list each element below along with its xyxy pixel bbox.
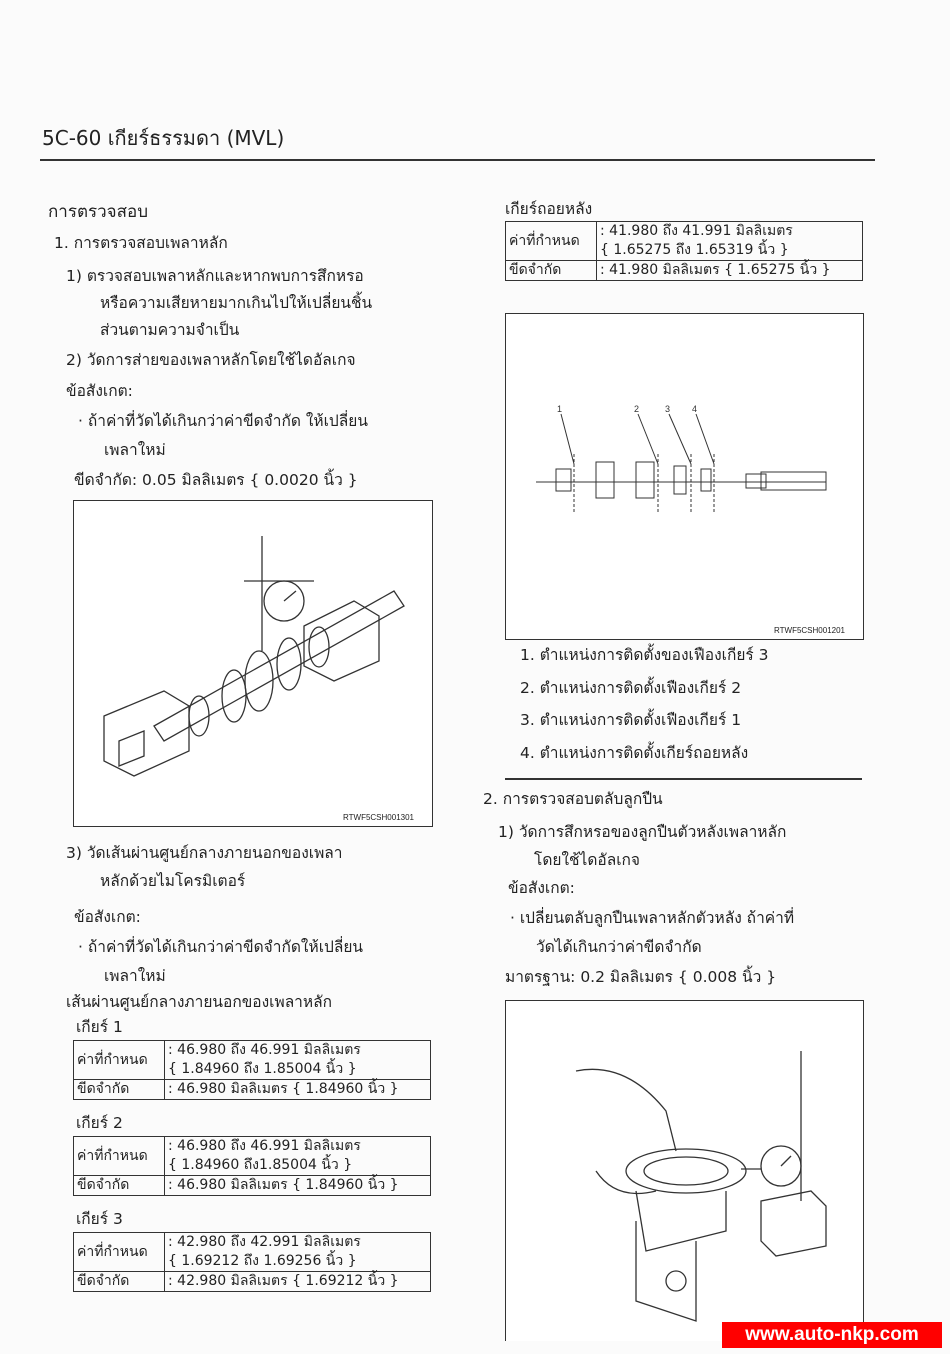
bearing-dial-gauge-illustration <box>506 1001 863 1341</box>
callout-4: 4 <box>692 404 698 414</box>
note-line: · ถ้าค่าที่วัดได้เกินกว่าค่าขีดจำกัด ให้เปลี่ยน <box>78 412 368 430</box>
limit-key: ขีดจำกัด <box>74 1176 165 1196</box>
spec-value: : 46.980 ถึง 46.991 มิลลิเมตร <box>168 1138 361 1154</box>
limit-value: : 46.980 มิลลิเมตร { 1.84960 นิ้ว } <box>165 1080 431 1100</box>
reverse-gear-label: เกียร์ถอยหลัง <box>505 200 593 218</box>
shaft-dial-gauge-illustration <box>74 501 432 826</box>
note-label: ข้อสังเกต: <box>74 908 141 926</box>
callout-1: 1 <box>557 404 563 414</box>
header-rule <box>40 159 875 161</box>
gear-label: เกียร์ 2 <box>76 1114 123 1132</box>
step1-line: 1) ตรวจสอบเพลาหลักและหากพบการสึกหรอ <box>66 267 364 285</box>
spec-value-inch: { 1.84960 ถึง1.85004 นิ้ว } <box>168 1157 353 1173</box>
spec-value-inch: { 1.65275 ถึง 1.65319 นิ้ว } <box>600 242 789 258</box>
limit-key: ขีดจำกัด <box>506 261 597 281</box>
figure-gear-positions <box>505 313 864 640</box>
limit-value: : 41.980 มิลลิเมตร { 1.65275 นิ้ว } <box>597 261 863 281</box>
step2: 2) วัดการส่ายของเพลาหลักโดยใช้ไดอัลเกจ <box>66 351 356 369</box>
figure-bearing-check <box>505 1000 864 1341</box>
note-label: ข้อสังเกต: <box>66 382 133 400</box>
spec-key: ค่าที่กำหนด <box>74 1041 165 1080</box>
spec-value: : 41.980 ถึง 41.991 มิลลิเมตร <box>600 223 793 239</box>
spec-key: ค่าที่กำหนด <box>74 1233 165 1272</box>
spec-value-inch: { 1.69212 ถึง 1.69256 นิ้ว } <box>168 1253 357 1269</box>
watermark-banner: www.auto-nkp.com <box>722 1322 942 1348</box>
sec2-step1-line: 1) วัดการสึกหรอของลูกปืนตัวหลังเพลาหลัก <box>498 823 787 841</box>
legend-item: 4. ตำแหน่งการติดตั้งเกียร์ถอยหลัง <box>520 744 749 762</box>
callout-2: 2 <box>634 404 640 414</box>
section-heading: การตรวจสอบ <box>48 202 149 222</box>
spec-key: ค่าที่กำหนด <box>506 222 597 261</box>
limit-value: : 46.980 มิลลิเมตร { 1.84960 นิ้ว } <box>165 1176 431 1196</box>
spec-value: : 42.980 ถึง 42.991 มิลลิเมตร <box>168 1234 361 1250</box>
spec-table-gear-3 <box>73 1232 431 1292</box>
spec-value: : 46.980 ถึง 46.991 มิลลิเมตร <box>168 1042 361 1058</box>
legend-item: 3. ตำแหน่งการติดตั้งเฟืองเกียร์ 1 <box>520 711 742 729</box>
gear-label: เกียร์ 3 <box>76 1210 123 1228</box>
figure-dial-gauge-runout <box>73 500 433 827</box>
sec2-title: 2. การตรวจสอบตลับลูกปืน <box>483 790 663 808</box>
figure-code: RTWF5CSH001301 <box>343 813 414 822</box>
limit-key: ขีดจำกัด <box>74 1080 165 1100</box>
callout-3: 3 <box>665 404 671 414</box>
legend-item: 2. ตำแหน่งการติดตั้งเฟืองเกียร์ 2 <box>520 679 742 697</box>
legend-item: 1. ตำแหน่งการติดตั้งของเฟืองเกียร์ 3 <box>520 646 769 664</box>
sec1-title: 1. การตรวจสอบเพลาหลัก <box>54 234 228 252</box>
spec-table-reverse <box>505 221 863 281</box>
figure-code: RTWF5CSH001201 <box>774 626 845 635</box>
spec-table-gear-2 <box>73 1136 431 1196</box>
note-label: ข้อสังเกต: <box>508 879 575 897</box>
note-line: เพลาใหม่ <box>104 441 166 459</box>
limit-key: ขีดจำกัด <box>74 1272 165 1292</box>
step1-line: หรือความเสียหายมากเกินไปให้เปลี่ยนชิ้น <box>100 294 373 312</box>
od-title: เส้นผ่านศูนย์กลางภายนอกของเพลาหลัก <box>66 993 332 1011</box>
page-title: 5C-60 เกียร์ธรรมดา (MVL) <box>42 126 285 150</box>
step1-line: ส่วนตามความจำเป็น <box>100 321 240 339</box>
note-line: เพลาใหม่ <box>104 967 166 985</box>
spec-key: ค่าที่กำหนด <box>74 1137 165 1176</box>
runout-limit: ขีดจำกัด: 0.05 มิลลิเมตร { 0.0020 นิ้ว } <box>74 471 358 489</box>
limit-value: : 42.980 มิลลิเมตร { 1.69212 นิ้ว } <box>165 1272 431 1292</box>
bearing-standard: มาตรฐาน: 0.2 มิลลิเมตร { 0.008 นิ้ว } <box>505 968 777 986</box>
main-shaft-diagram <box>506 314 863 639</box>
note-line: วัดได้เกินกว่าค่าขีดจำกัด <box>536 938 702 956</box>
note-line: · ถ้าค่าที่วัดได้เกินกว่าค่าขีดจำกัดให้เปลี่ยน <box>78 938 364 956</box>
spec-value-inch: { 1.84960 ถึง 1.85004 นิ้ว } <box>168 1061 357 1077</box>
step3-line: หลักด้วยไมโครมิเตอร์ <box>100 872 246 890</box>
gear-label: เกียร์ 1 <box>76 1018 123 1036</box>
step3-line: 3) วัดเส้นผ่านศูนย์กลางภายนอกของเพลา <box>66 844 343 862</box>
spec-table-gear-1 <box>73 1040 431 1100</box>
sec2-step1-line: โดยใช้ไดอัลเกจ <box>534 851 640 869</box>
section-rule <box>505 778 862 780</box>
note-line: · เปลี่ยนตลับลูกปืนเพลาหลักตัวหลัง ถ้าค่าที่ <box>510 909 795 927</box>
